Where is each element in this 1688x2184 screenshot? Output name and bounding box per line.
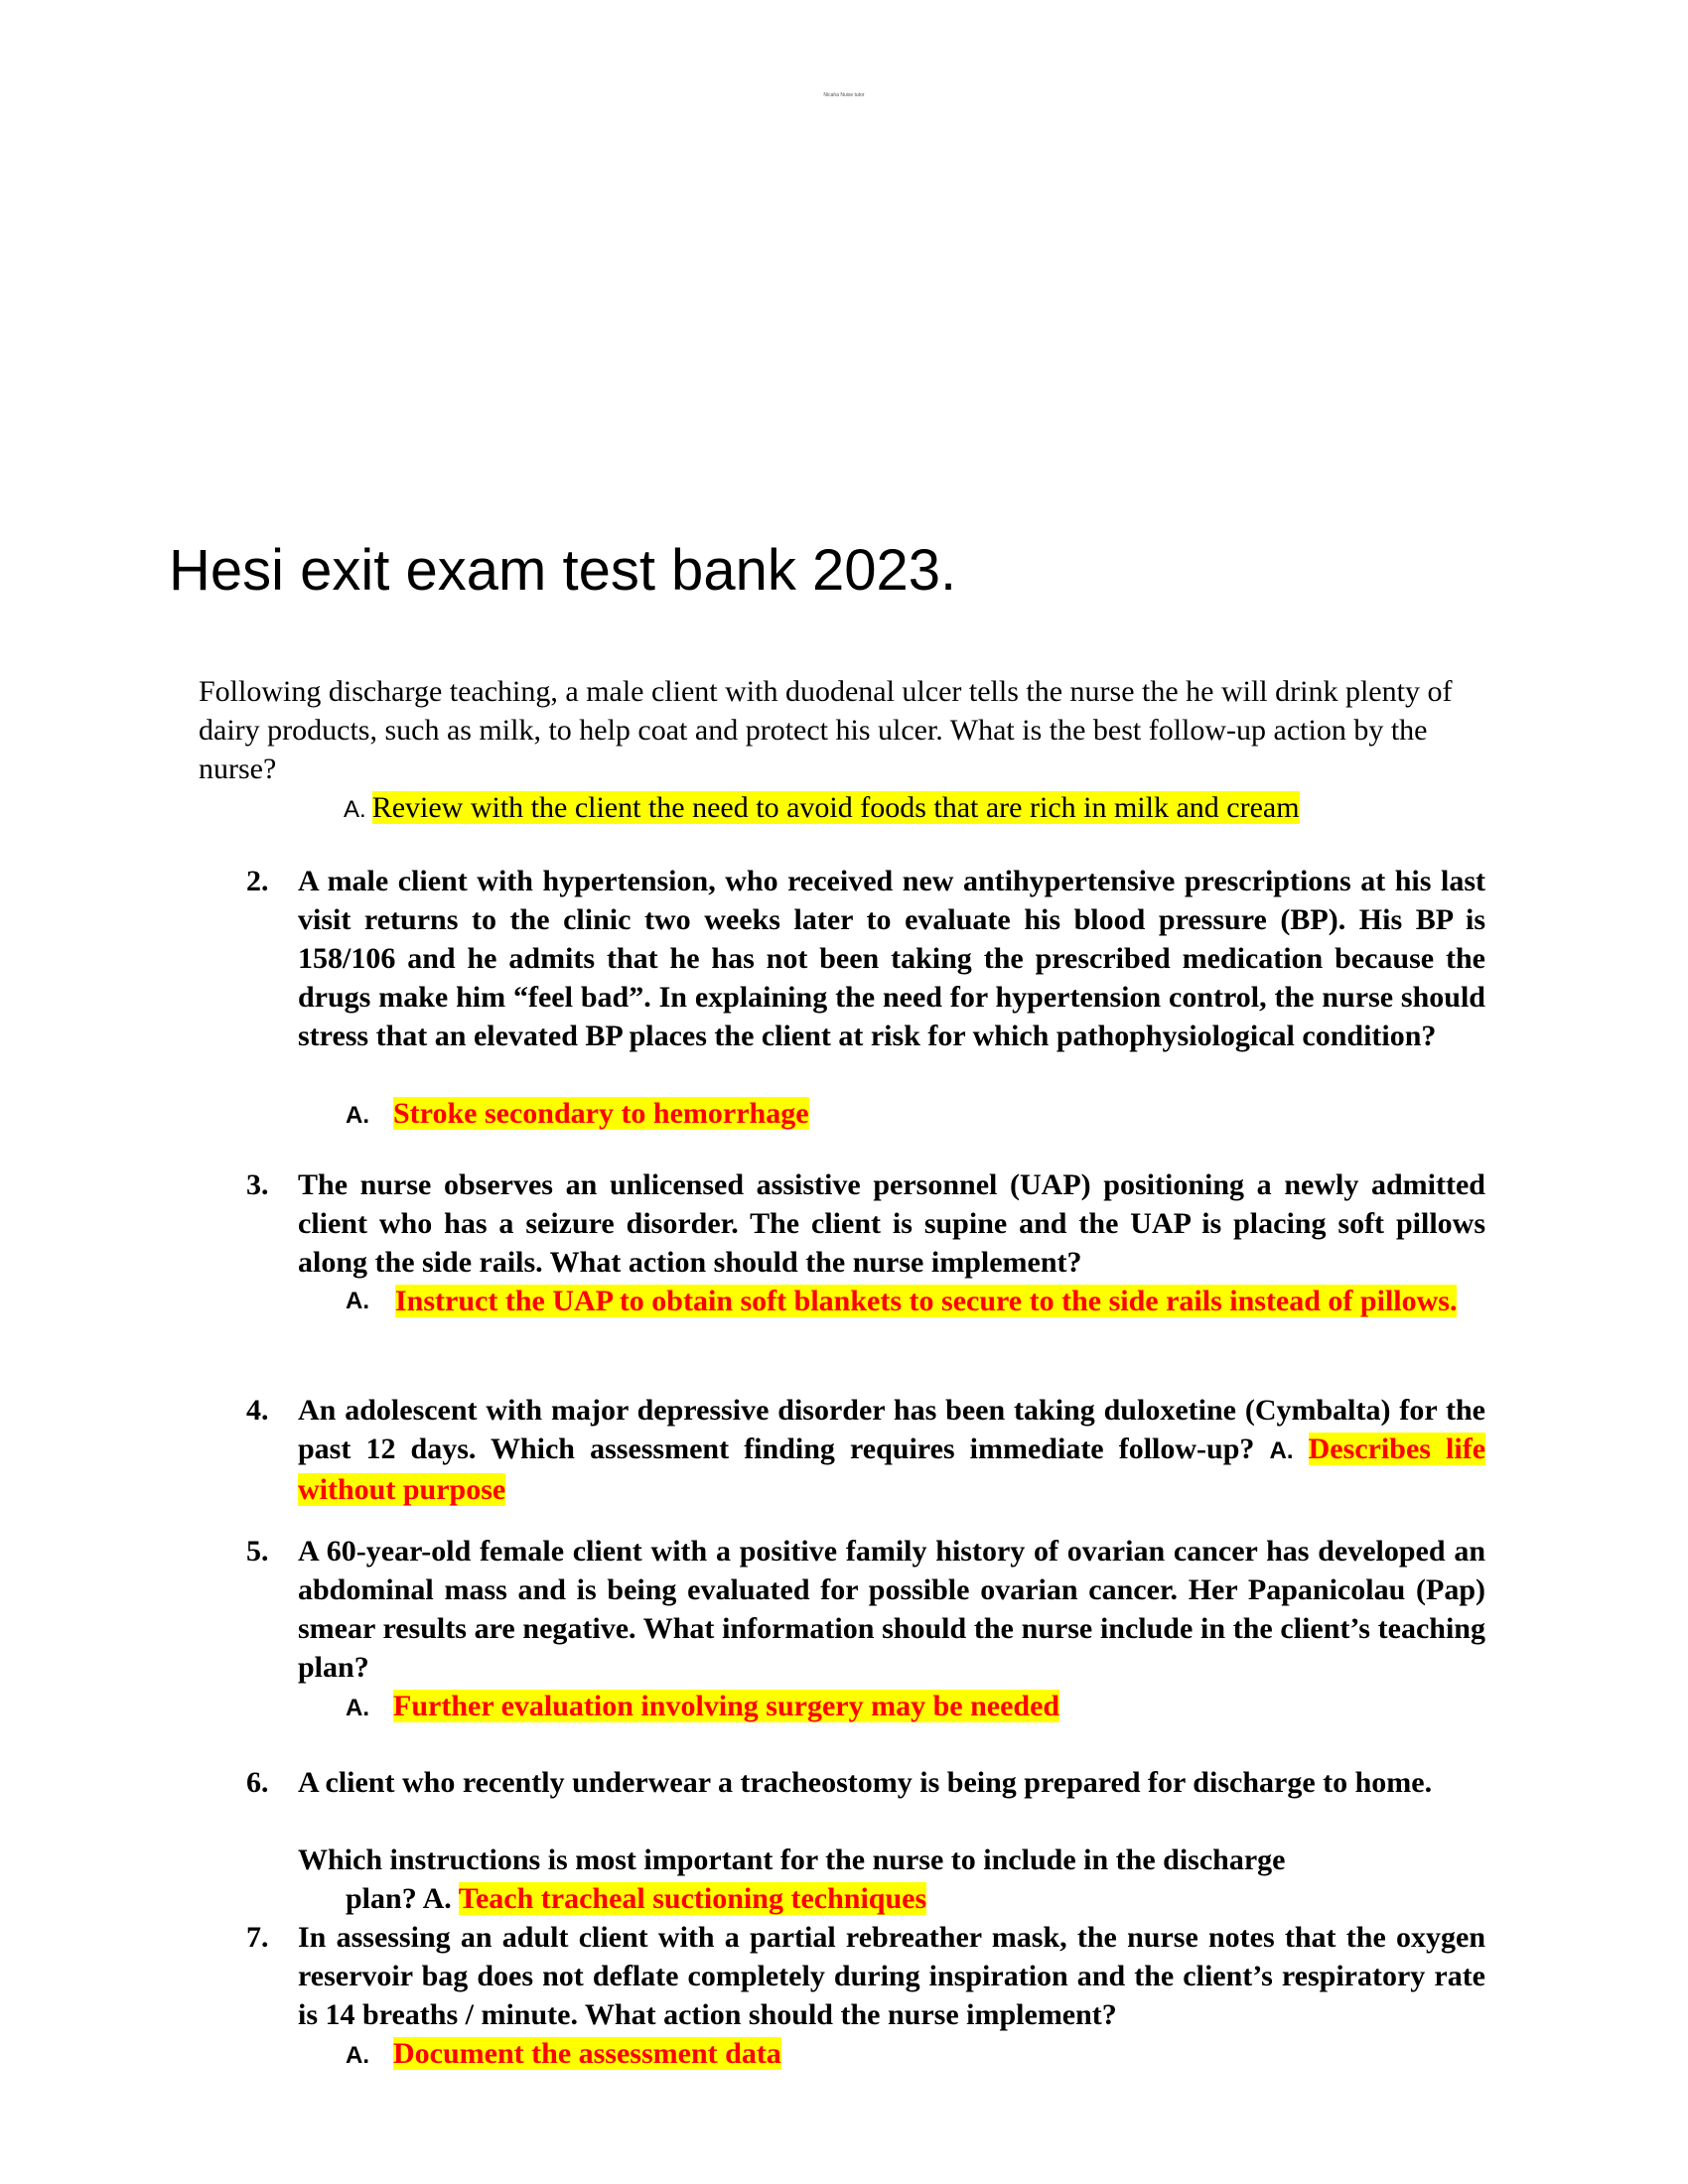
question-body [298,1391,1485,1509]
answer-text: Teach tracheal suctioning techniques [458,1882,927,1915]
document-title: Hesi exit exam test bank 2023. [169,538,957,603]
question-text-2: Which instructions is most important for the nurse to include in the discharge [298,1843,1286,1876]
question-number: 5. [246,1535,269,1568]
question-text-3: plan? [346,1882,417,1915]
question-number: 6. [246,1766,269,1799]
answer-line [346,1094,809,1135]
page-header-text: Nicaha Nuise tutor [823,92,865,98]
answer-text: Further evaluation involving surgery may be needed [393,1690,1060,1722]
answer-letter: A. [346,1288,369,1314]
answer-letter: A. [422,1882,452,1915]
answer-letter: A. [346,1102,369,1129]
answer-line [346,1879,926,1918]
answer-text: Stroke secondary to hemorrhage [393,1097,809,1130]
answer-text: Instruct the UAP to obtain soft blankets to secure to the side rails instead of pillows. [395,1285,1458,1317]
question-text: A male client with hypertension, who received new antihypertensive prescriptions at his last visit returns to the clinic two weeks later to evaluate his blood pressure (BP). His BP is 158/106 and he admits that he has not been taking the prescribed medication because the drugs make him “feel bad”. In explaining the need for hypertension control, the nurse should stress that an elevated BP places the client at risk for which pathophysiological condition? [298,865,1485,1052]
answer-line [346,2034,781,2075]
answer-letter: A. [1269,1437,1294,1464]
answer-text: Describes life without purpose [298,1433,1486,1506]
question-text: An adolescent with major depressive disorder has been taking duloxetine (Cymbalta) for the past 12 days. Which assessment finding requires immediate follow-up? [298,1394,1485,1465]
question-text: A client who recently underwear a tracheostomy is being prepared for discharge to home. [298,1766,1433,1799]
answer-line [346,1687,1059,1727]
question-number: 7. [246,1921,269,1954]
answer-text: Review with the client the need to avoid foods that are rich in milk and cream [371,791,1300,824]
answer-line [395,1282,1487,1320]
question-text: Following discharge teaching, a male client with duodenal ulcer tells the nurse the he will drink plenty of dairy products, such as milk, to help coat and protect his ulcer. What is the best follow-up action by the nurse? [199,675,1453,785]
answer-line [344,788,1300,829]
question-number: 3. [246,1168,269,1201]
answer-letter: A. [346,1695,369,1721]
question-text: In assessing an adult client with a partial rebreather mask, the nurse notes that the oxygen reservoir bag does not deflate completely during inspiration and the client’s respiratory rate is 14 breaths / minute. What action should the nurse implement? [298,1921,1485,2031]
answer-letter: A. [346,2042,369,2069]
question-number: 4. [246,1394,269,1427]
question-text: The nurse observes an unlicensed assistive personnel (UAP) positioning a newly admitted client who has a seizure disorder. The client is supine and the UAP is placing soft pillows along the side rails. What action should the nurse implement? [298,1168,1485,1279]
question-number: 2. [246,865,269,897]
answer-text: Document the assessment data [393,2037,781,2070]
question-text: A 60-year-old female client with a positive family history of ovarian cancer has developed an abdominal mass and is being evaluated for possible ovarian cancer. Her Papanicolau (Pap) smear results are negative. What information should the nurse include in the client’s teaching plan? [298,1535,1485,1684]
answer-letter: A. [344,796,366,823]
